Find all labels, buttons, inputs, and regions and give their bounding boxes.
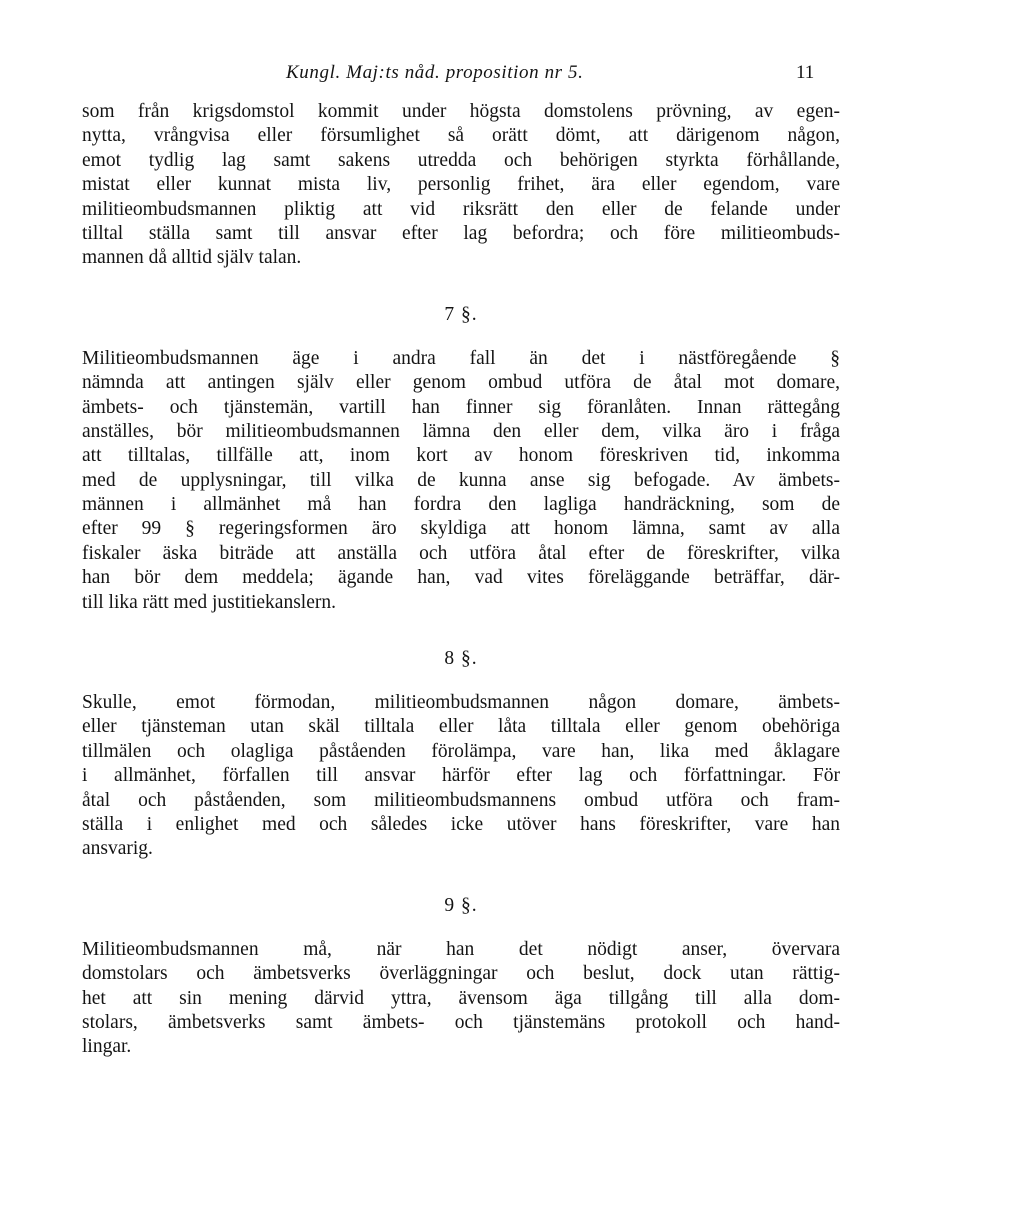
text-line: männen i allmänhet må han fordra den lagliga handräckning, som de	[82, 494, 840, 516]
section-heading: 7 §.	[444, 303, 478, 325]
section-heading: 8 §.	[444, 648, 478, 670]
spacer	[82, 327, 840, 347]
text-line: Militieombudsmannen äge i andra fall än det i nästföregående §	[82, 347, 840, 369]
text-line: som från krigsdomstol kommit under högsta domstolens prövning, av egen-	[82, 101, 840, 122]
text-line: emot tydlig lag samt sakens utredda och behörigen styrkta förhållande,	[82, 149, 840, 171]
text-line: eller tjänsteman utan skäl tilltala eller låta tilltala eller genom obehöriga	[82, 716, 840, 738]
text-line: lingar.	[82, 1036, 132, 1058]
text-line: att tilltalas, tillfälle att, inom kort av honom föreskriven tid, inkomma	[82, 445, 840, 467]
text-line: tillmälen och olagliga påståenden förolämpa, vare han, lika med åklagare	[82, 740, 840, 762]
spacer	[82, 271, 840, 303]
spacer	[82, 918, 840, 938]
text-line: ansvarig.	[82, 838, 153, 860]
page-number: 11	[796, 62, 815, 83]
text-line: ställa i enlighet med och således icke utöver hans föreskrifter, vare han	[82, 813, 840, 835]
text-line: tilltal ställa samt till ansvar efter lag befordra; och före militieombuds-	[82, 222, 840, 244]
text-line: het att sin mening därvid yttra, ävensom äga tillgång till alla dom-	[82, 987, 840, 1009]
text-line: mistat eller kunnat mista liv, personlig frihet, ära eller egendom, vare	[82, 174, 840, 196]
paragraph	[82, 100, 840, 271]
body-text	[82, 100, 840, 1060]
spacer	[82, 671, 840, 691]
text-line: Skulle, emot förmodan, militieombudsmannen någon domare, ämbets-	[82, 692, 840, 714]
paragraph	[82, 938, 840, 1060]
text-line: mannen då alltid själv talan.	[82, 247, 302, 269]
text-line: nämnda att antingen själv eller genom ombud utföra de åtal mot domare,	[82, 372, 840, 394]
text-line: nytta, vrångvisa eller försumlighet så orätt dömt, att därigenom någon,	[82, 125, 840, 147]
text-line: åtal och påståenden, som militieombudsmannens ombud utföra och fram-	[82, 789, 840, 811]
text-line: anställes, bör militieombudsmannen lämna den eller dem, vilka äro i fråga	[82, 420, 840, 442]
paragraph	[82, 691, 840, 862]
text-line: fiskaler äska biträde att anställa och utföra åtal efter de föreskrifter, vilka	[82, 542, 840, 564]
text-line: i allmänhet, förfallen till ansvar härför efter lag och författningar. För	[82, 765, 840, 787]
text-line: efter 99 § regeringsformen äro skyldiga att honom lämna, samt av alla	[82, 518, 840, 540]
text-line: till lika rätt med justitiekanslern.	[82, 591, 336, 613]
text-line: med de upplysningar, till vilka de kunna anse sig befogade. Av ämbets-	[82, 469, 840, 491]
running-header	[0, 62, 1024, 88]
text-line: stolars, ämbetsverks samt ämbets- och tjänstemäns protokoll och hand-	[82, 1011, 840, 1033]
section-heading: 9 §.	[444, 894, 478, 916]
spacer	[82, 615, 840, 647]
text-line: militieombudsmannen pliktig att vid riksrätt den eller de felande under	[82, 198, 840, 220]
spacer	[82, 862, 840, 894]
text-line: Militieombudsmannen må, när han det nödigt anser, övervara	[82, 938, 840, 960]
text-line: ämbets- och tjänstemän, vartill han finner sig föranlåten. Innan rättegång	[82, 396, 840, 418]
text-line: han bör dem meddela; ägande han, vad vites föreläggande beträffar, där-	[82, 567, 840, 589]
running-title: Kungl. Maj:ts nåd. proposition nr 5.	[286, 62, 584, 83]
text-line: domstolars och ämbetsverks överläggningar och beslut, dock utan rättig-	[82, 963, 840, 985]
paragraph	[82, 347, 840, 615]
